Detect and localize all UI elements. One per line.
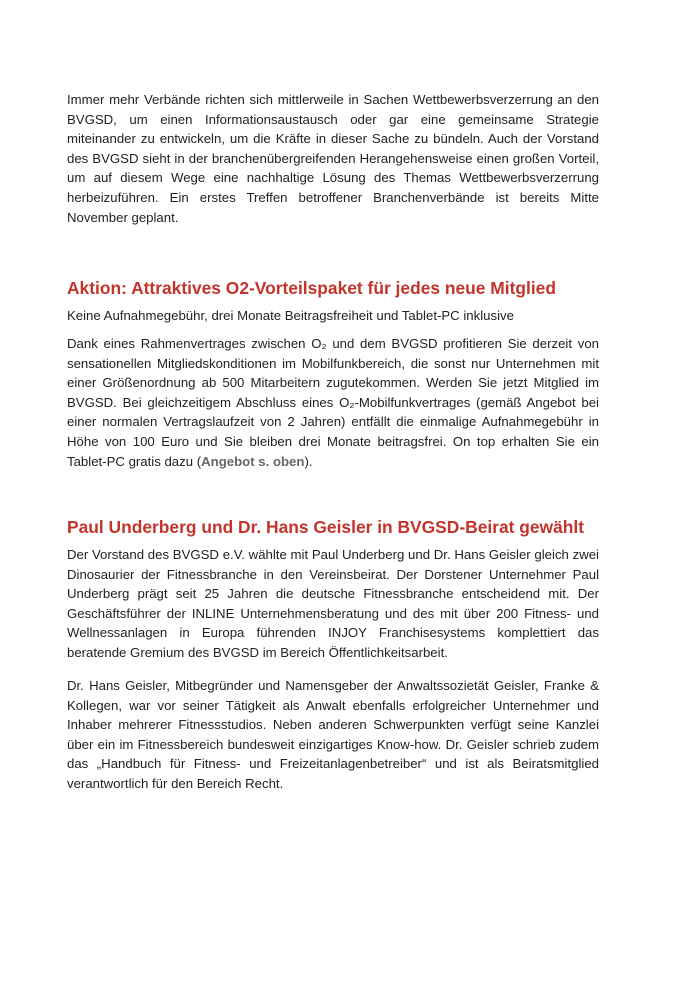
beirat-paragraph-2: Dr. Hans Geisler, Mitbegründer und Namensgeber der Anwaltssozietät Geisler, Franke & Kollegen, war vor seiner Tätigkeit als Anwalt ebenfalls erfolgreicher Unternehmer und Inhaber mehrerer Fitnessstudios. Neben anderen Schwerpunkten verfügt seine Kanzlei über ein im Fitnessbereich bundesweit einzigartiges Know-how. Dr. Geisler schrieb zudem das „Handbuch für Fitness- und Freizeitanlagenbetreiber“ und ist als Beiratsmitglied verantwortlich für den Bereich Recht. bbox=[67, 678, 599, 791]
intro-paragraph: Immer mehr Verbände richten sich mittlerweile in Sachen Wettbewerbsverzerrung an den BVGSD, um einen Informationsaustausch oder gar eine gemeinsame Strategie miteinander zu entwickeln, um die Kräfte in dieser Sache zu bündeln. Auch der Vorstand des BVGSD sieht in der branchenübergreifenden Herangehensweise einen großen Vorteil, um auf diesem Wege eine nachhaltige Lösung des Themas Wettbewerbsverzerrung herbeizuführen. Ein erstes Treffen betroffener Branchenverbände ist bereits Mitte November geplant. bbox=[67, 92, 599, 225]
beirat-heading: Paul Underberg und Dr. Hans Geisler in BVGSD-Beirat gewählt bbox=[67, 517, 584, 537]
beirat-paragraph-1: Der Vorstand des BVGSD e.V. wählte mit Paul Underberg und Dr. Hans Geisler gleich zwei Dinosaurier der Fitnessbranche in den Vereinsbeirat. Der Dorstener Unternehmer Paul Underberg prägt seit 25 Jahren die deutsche Fitnessbranche entscheidend mit. Der Geschäftsführer der INLINE Unternehmensberatung und des mit über 200 Fitness- und Wellnessanlagen in Europa führenden INJOY Franchisesystems komplettiert das beratende Gremium des BVGSD im Bereich Öffentlichkeitsarbeit. bbox=[67, 547, 599, 660]
angebot-link[interactable]: Angebot s. oben bbox=[201, 453, 305, 469]
aktion-heading: Aktion: Attraktives O2-Vorteilspaket für jedes neue Mitglied bbox=[67, 278, 556, 298]
aktion-body-tail: ). bbox=[304, 453, 313, 469]
aktion-body-text: Dank eines Rahmenvertrages zwischen O₂ und dem BVGSD profitieren Sie derzeit von sensationellen Mitgliedskonditionen im Mobilfunkbereich, die sonst nur Unternehmen mit einer Größenordnung ab 500 Mitarbeitern zugutekommen. Werden Sie jetzt Mitglied im BVGSD. Bei gleichzeitigem Abschluss eines O₂-Mobilfunkvertrages (gemäß Angebot bei einer normalen Vertragslaufzeit von 2 Jahren) entfällt die einmalige Aufnahmegebühr in Höhe von 100 Euro und Sie bleiben drei Monate beitragsfrei. On top erhalten Sie ein Tablet-PC gratis dazu ( bbox=[67, 336, 599, 469]
aktion-subheading: Keine Aufnahmegebühr, drei Monate Beitragsfreiheit und Tablet-PC inklusive bbox=[67, 308, 514, 323]
aktion-paragraph bbox=[67, 334, 599, 471]
